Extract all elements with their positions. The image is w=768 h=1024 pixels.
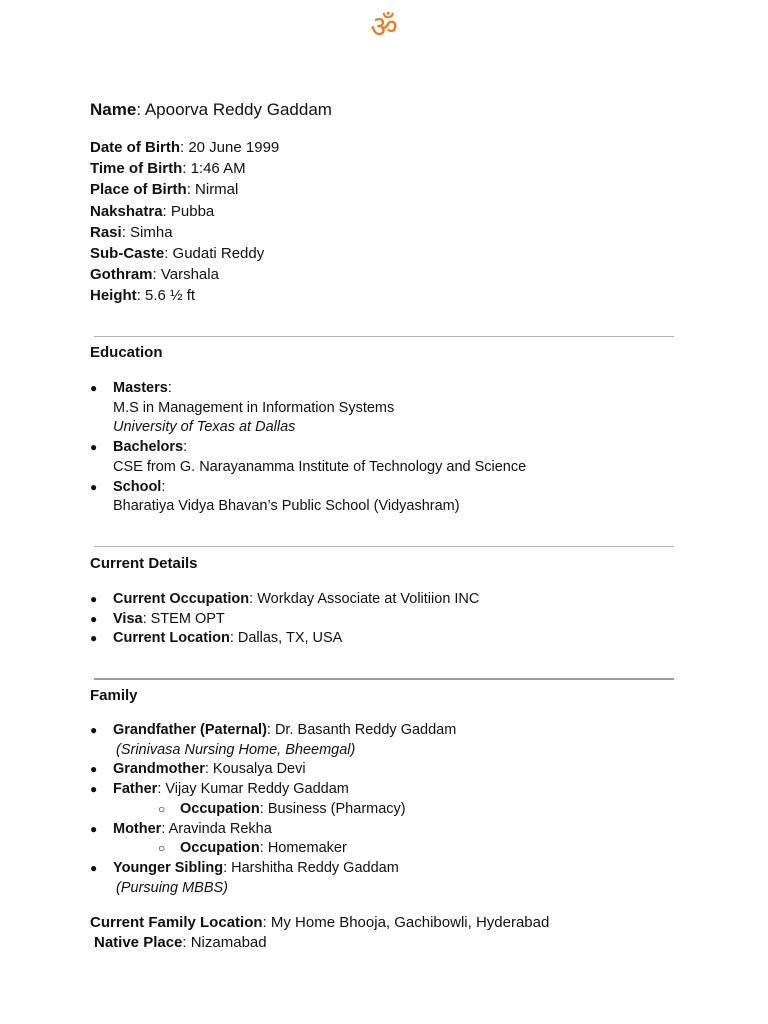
footer-details xyxy=(90,913,549,953)
family-title: Family xyxy=(90,687,138,704)
item-label: Father xyxy=(113,781,158,798)
list-item xyxy=(90,478,526,498)
name-line xyxy=(90,98,332,122)
bullet-icon: ● xyxy=(90,723,98,737)
item-detail: M.S in Management in Information Systems xyxy=(113,399,395,416)
item-value: : Dr. Basanth Reddy Gaddam xyxy=(266,722,457,738)
item-value: : Harshitha Reddy Gaddam xyxy=(223,859,399,876)
detail-label: Height xyxy=(90,287,137,305)
sub-list-item xyxy=(90,800,456,820)
bullet-icon: ● xyxy=(90,440,98,455)
bullet-icon: ● xyxy=(90,860,98,875)
native-place-line xyxy=(90,933,549,953)
list-item xyxy=(90,721,456,741)
item-label: Visa xyxy=(113,610,143,627)
bullet-icon: ● xyxy=(90,592,98,606)
section-divider xyxy=(94,336,674,337)
detail-row xyxy=(90,243,279,264)
detail-label: Place of Birth xyxy=(90,181,187,199)
item-value: : Vijay Kumar Reddy Gaddam xyxy=(157,781,349,798)
detail-label: Rasi xyxy=(90,223,122,241)
detail-label: Nakshatra xyxy=(90,202,163,220)
family-list xyxy=(90,721,456,898)
item-note: (Srinivasa Nursing Home, Bheemgal) xyxy=(116,741,356,758)
list-item xyxy=(90,859,456,879)
section-divider xyxy=(94,678,674,680)
item-detail: CSE from G. Narayanamma Institute of Technology and Science xyxy=(113,458,527,475)
item-label: Grandmother xyxy=(113,761,205,778)
detail-value: : 1:46 AM xyxy=(182,160,246,178)
sub-list-item xyxy=(90,839,456,859)
detail-row xyxy=(90,264,279,285)
education-list xyxy=(90,379,526,517)
list-item xyxy=(90,610,479,630)
om-symbol-icon: ॐ xyxy=(370,10,398,45)
item-label: Current Location xyxy=(113,630,230,647)
education-title: Education xyxy=(90,344,163,361)
bullet-icon: ● xyxy=(90,381,98,395)
item-label: Bachelors xyxy=(113,439,184,456)
item-value: : Homemaker xyxy=(259,840,347,857)
detail-row xyxy=(90,222,279,243)
item-value: : Dallas, TX, USA xyxy=(229,630,343,647)
item-label: Mother xyxy=(113,820,162,837)
item-label: Native Place xyxy=(94,934,183,951)
item-label: Occupation xyxy=(180,800,260,817)
detail-label: Time of Birth xyxy=(90,160,183,178)
item-label: Occupation xyxy=(180,840,260,857)
family-location-line xyxy=(90,913,549,933)
item-detail: Bharatiya Vidya Bhavan’s Public School (Vidyashram) xyxy=(113,498,460,515)
bullet-icon: ● xyxy=(90,631,98,646)
bullet-icon: ● xyxy=(90,479,98,494)
bullet-icon: ● xyxy=(90,762,98,777)
detail-value: : 20 June 1999 xyxy=(180,139,280,156)
detail-value: : Pubba xyxy=(162,202,215,220)
list-item xyxy=(90,379,526,399)
personal-details xyxy=(90,137,279,307)
list-item xyxy=(90,590,479,610)
current-details-list xyxy=(90,590,479,649)
item-value: : Workday Associate at Volitiion INC xyxy=(249,591,480,607)
bullet-icon: ● xyxy=(90,782,98,797)
item-value: : My Home Bhooja, Gachibowli, Hyderabad xyxy=(262,914,550,931)
item-label: Current Family Location xyxy=(90,914,263,931)
detail-row xyxy=(90,158,279,179)
item-suffix: : xyxy=(161,478,166,495)
item-value: : Kousalya Devi xyxy=(204,761,306,778)
item-label: School xyxy=(113,478,162,495)
circle-bullet-icon: ○ xyxy=(158,801,166,816)
item-label: Grandfather (Paternal) xyxy=(113,722,267,738)
detail-label: Sub-Caste xyxy=(90,245,165,263)
detail-row xyxy=(90,201,279,222)
detail-value: : Simha xyxy=(121,223,173,241)
item-label: Masters xyxy=(113,380,168,396)
detail-value: : Gudati Reddy xyxy=(164,245,265,263)
name-label: Name xyxy=(90,100,137,119)
bullet-icon: ● xyxy=(90,821,98,836)
item-value: : Nizamabad xyxy=(182,934,267,951)
item-note: (Pursuing MBBS) xyxy=(116,879,229,896)
list-item xyxy=(90,780,456,800)
list-item xyxy=(90,629,479,649)
detail-value: : Nirmal xyxy=(186,181,239,199)
item-suffix: : xyxy=(183,439,188,456)
detail-row xyxy=(90,179,279,200)
list-item xyxy=(90,438,526,458)
item-detail-italic: University of Texas at Dallas xyxy=(113,419,296,436)
section-divider xyxy=(94,546,674,547)
item-value: : Business (Pharmacy) xyxy=(259,800,406,817)
list-item xyxy=(90,760,456,780)
current-details-title: Current Details xyxy=(90,555,198,572)
bullet-icon: ● xyxy=(90,611,98,626)
detail-value: : 5.6 ½ ft xyxy=(136,287,196,305)
item-label: Younger Sibling xyxy=(113,859,224,876)
name-value: : Apoorva Reddy Gaddam xyxy=(136,100,332,119)
item-suffix: : xyxy=(167,380,172,396)
detail-label: Date of Birth xyxy=(90,139,180,156)
detail-row xyxy=(90,137,279,158)
list-item xyxy=(90,820,456,840)
detail-row xyxy=(90,285,279,306)
detail-value: : Varshala xyxy=(152,266,219,284)
circle-bullet-icon: ○ xyxy=(158,841,166,856)
item-value: : STEM OPT xyxy=(142,610,225,627)
item-value: : Aravinda Rekha xyxy=(161,820,272,837)
detail-label: Gothram xyxy=(90,266,153,284)
item-label: Current Occupation xyxy=(113,591,250,607)
